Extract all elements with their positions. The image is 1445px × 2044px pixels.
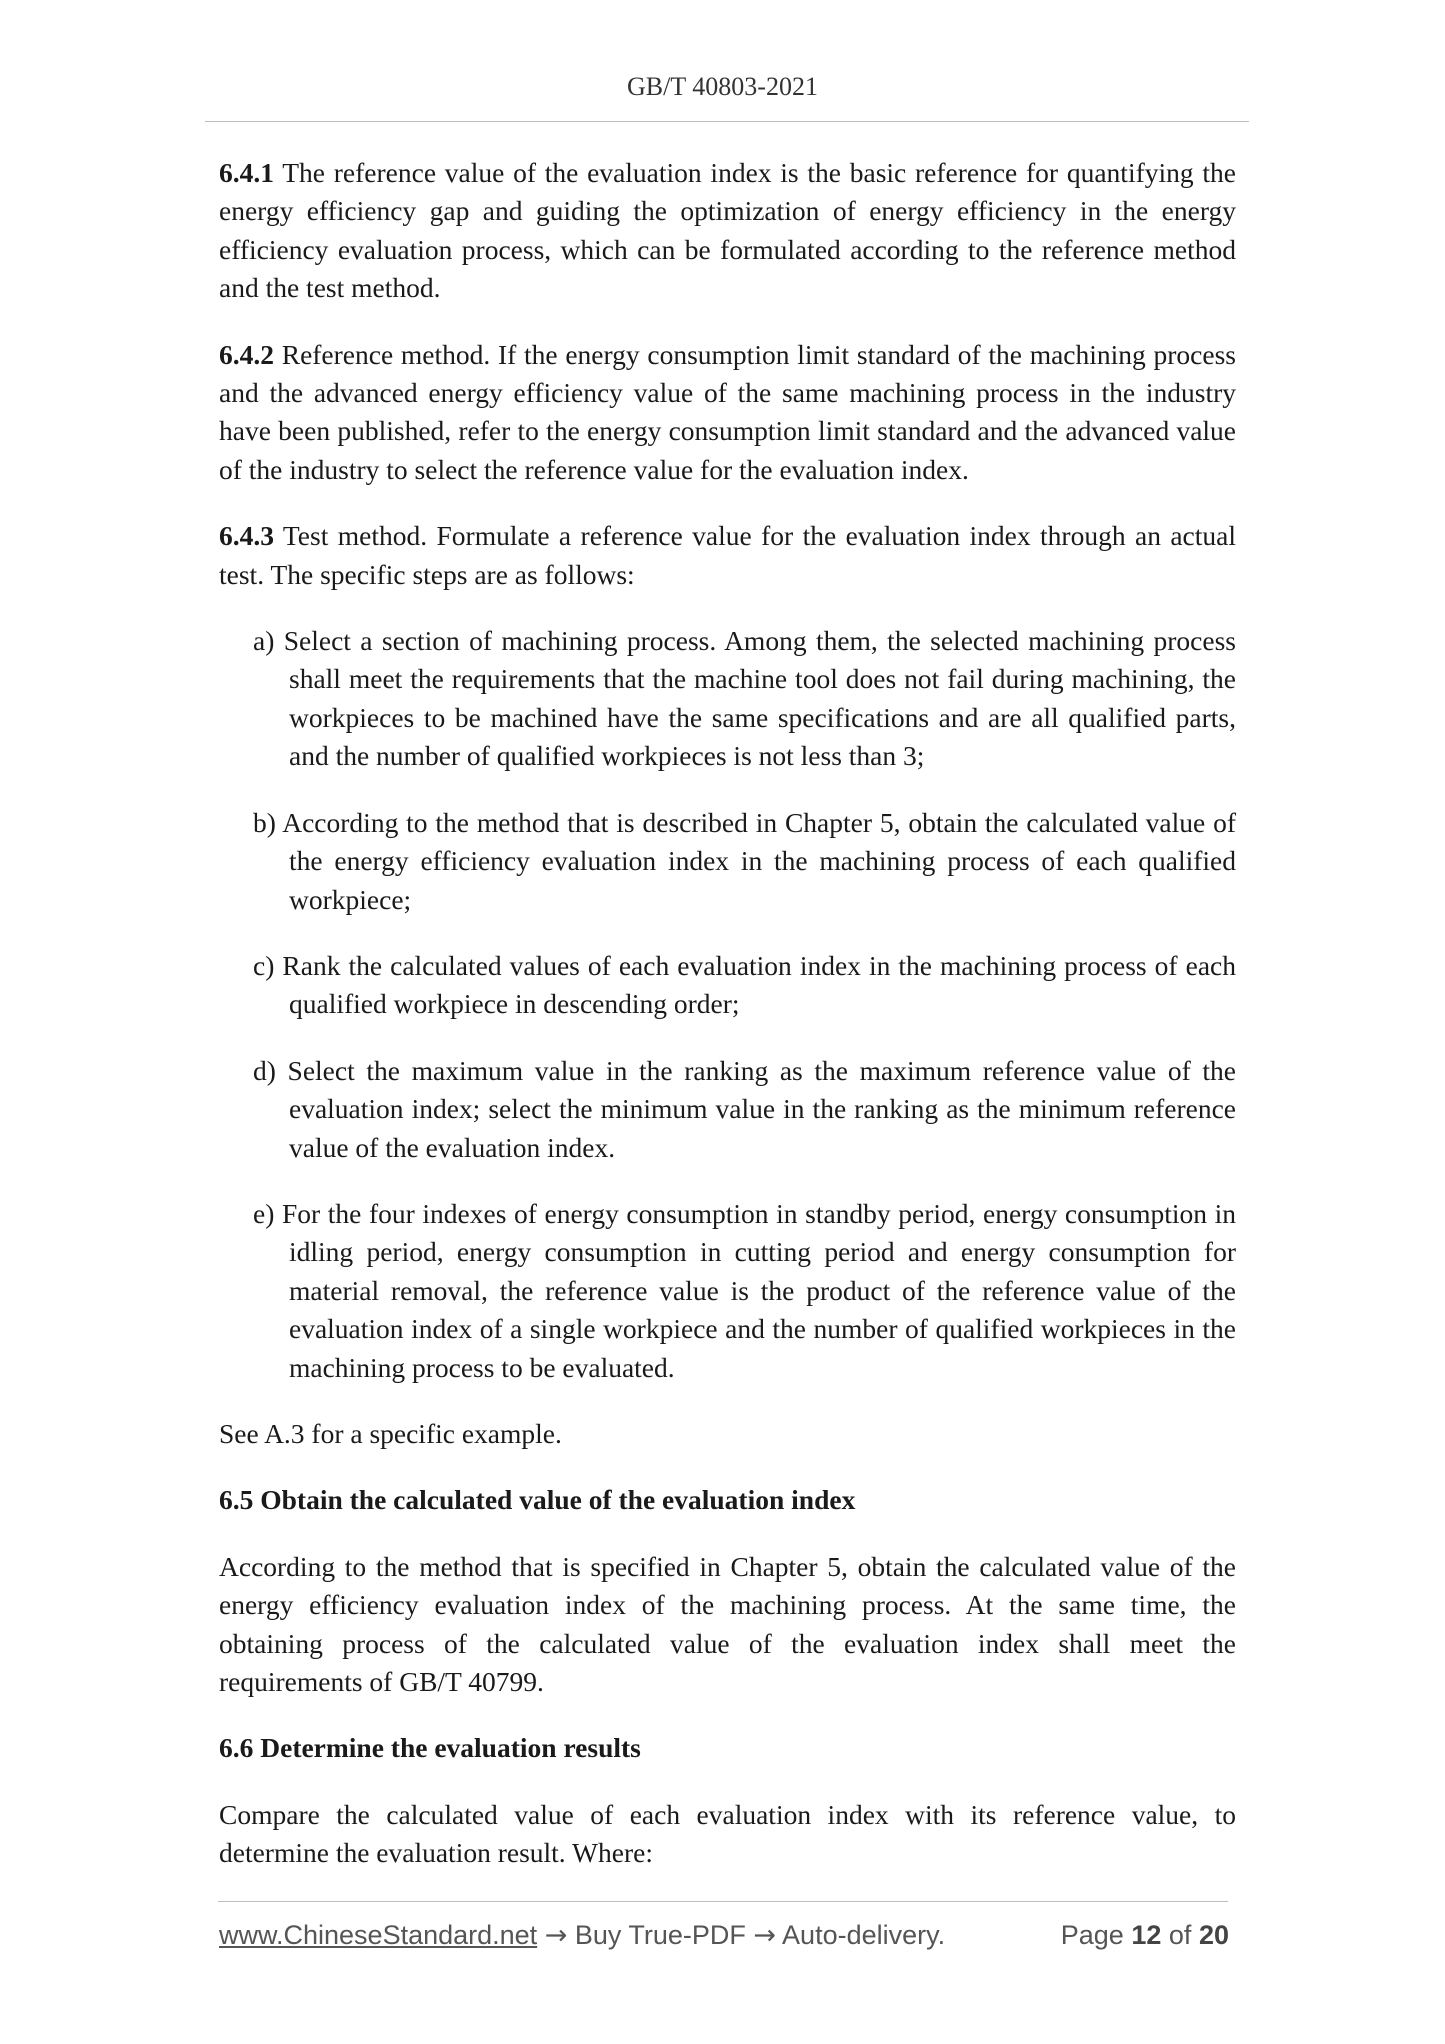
clause-6-4-2 [219, 336, 1236, 490]
page-footer [219, 1920, 1229, 1951]
page-number: 12 [1131, 1920, 1162, 1950]
clause-text: The reference value of the evaluation index is the basic reference for quantifying the energy efficiency gap and guiding the optimization of energy efficiency in the energy efficiency evaluation process, which can be formulated according to the reference method and the test method. [219, 157, 1236, 304]
section-heading-6-5: 6.5 Obtain the calculated value of the evaluation index [219, 1484, 856, 1516]
step-item-e: e) For the four indexes of energy consumption in standby period, energy consumption in idling period, energy consumption in cutting period and energy consumption for material removal, the reference value is the product of the reference value of the evaluation index of a single workpiece and the number of qualified workpieces in the machining process to be evaluated. [253, 1197, 1236, 1383]
arrow-right-icon: → [544, 1920, 568, 1951]
arrow-right-icon: → [753, 1920, 777, 1951]
clause-number: 6.4.3 [219, 520, 274, 552]
clause-text: Test method. Formulate a reference value for the evaluation index through an actual test. The specific steps are as follows: [219, 520, 1236, 590]
step-item-c: c) Rank the calculated values of each evaluation index in the machining process of each qualified workpiece in descending order; [253, 949, 1236, 1020]
clause-number: 6.4.2 [219, 338, 274, 370]
step-item-a: a) Select a section of machining process. Among them, the selected machining process shall meet the requirements that the machine tool does not fail during machining, the workpieces to be machined have the same specifications and are all qualified parts, and the number of qualified workpieces is not less than 3; [253, 625, 1236, 772]
of-label: of [1168, 1920, 1192, 1950]
section-text-6-5: According to the method that is specified in Chapter 5, obtain the calculated value of the energy efficiency evaluation index of the machining process. At the same time, the obtaining process of the calculated value of the evaluation index shall meet the requirements of GB/T 40799. [219, 1550, 1236, 1697]
page-header-doc-id: GB/T 40803-2021 [627, 72, 818, 101]
page-indicator [1061, 1920, 1229, 1951]
clause-6-4-3 [219, 517, 1236, 594]
footer-divider [218, 1901, 1228, 1902]
website-link[interactable]: www.ChineseStandard.net [219, 1920, 538, 1950]
section-text-6-6: Compare the calculated value of each evaluation index with its reference value, to determine the evaluation result. Where: [219, 1798, 1236, 1869]
delivery-text: Auto-delivery. [782, 1920, 946, 1950]
section-heading-6-6: 6.6 Determine the evaluation results [219, 1732, 641, 1764]
page-total: 20 [1198, 1920, 1229, 1950]
page-label: Page [1060, 1920, 1124, 1950]
document-body [219, 154, 1236, 1901]
step-item-b: b) According to the method that is described in Chapter 5, obtain the calculated value of the energy efficiency evaluation index in the machining process of each qualified workpiece; [253, 806, 1236, 915]
see-example-note: See A.3 for a specific example. [219, 1417, 562, 1449]
step-item-d: d) Select the maximum value in the ranking as the maximum reference value of the evaluation index; select the minimum value in the ranking as the minimum reference value of the evaluation index. [253, 1054, 1236, 1163]
clause-6-4-1 [219, 154, 1236, 308]
clause-text: Reference method. If the energy consumption limit standard of the machining process and the advanced energy efficiency value of the same machining process in the industry have been published, refer to the energy consumption limit standard and the advanced value of the industry to select the reference value for the evaluation index. [219, 338, 1236, 485]
clause-number: 6.4.1 [219, 157, 274, 188]
buy-text: Buy True-PDF [574, 1920, 746, 1950]
header-divider [205, 121, 1249, 122]
